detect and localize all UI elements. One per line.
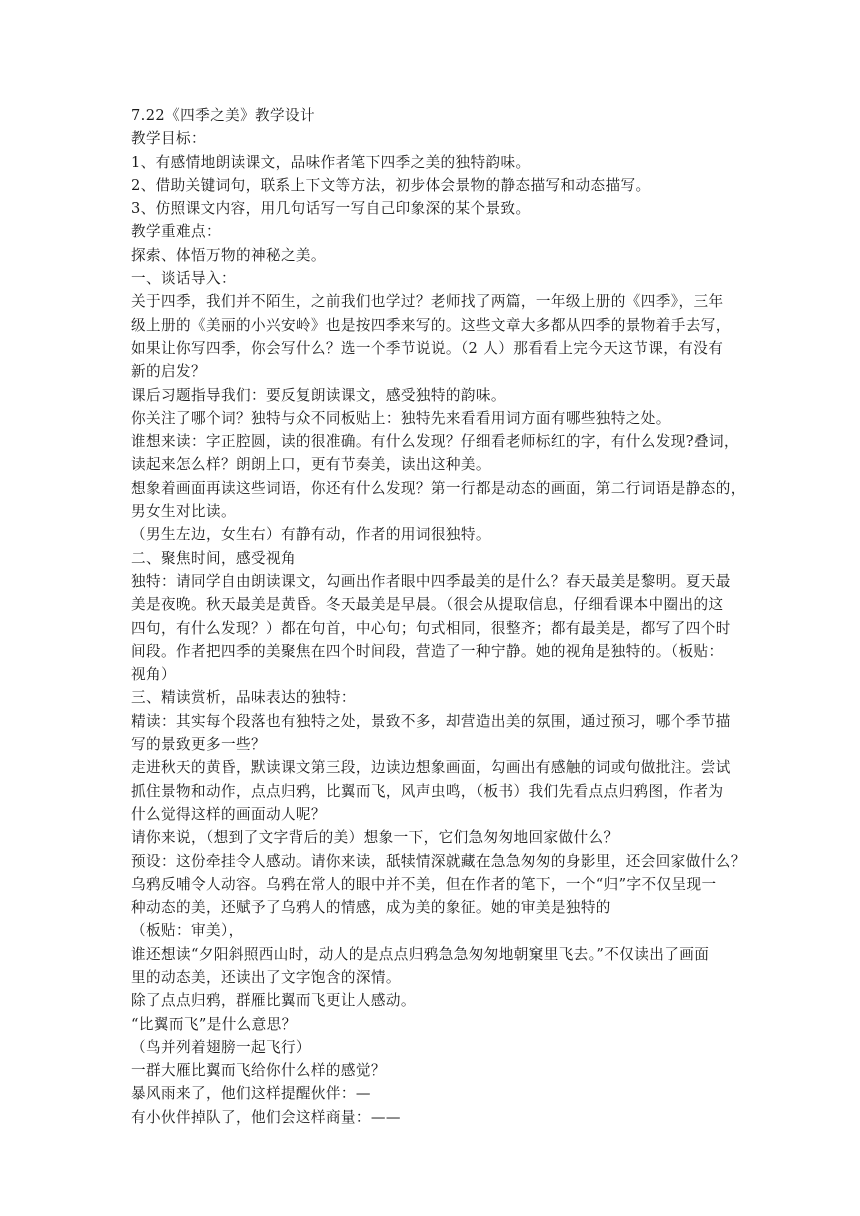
text-line: 暴风雨来了，他们这样提醒伙伴：—	[131, 1085, 371, 1103]
text-line: 美是夜晚。秋天最美是黄昏。冬天最美是早晨。（很会从提取信息，仔细看课本中圈出的这	[131, 596, 724, 614]
text-line: 新的启发？	[131, 363, 206, 381]
text-line: 想象着画面再读这些词语，你还有什么发现？第一行都是动态的画面，第二行词语是静态的，	[131, 479, 746, 497]
text-line: 3、仿照课文内容，用几句话写一写自己印象深的某个景致。	[131, 200, 531, 218]
text-line: 什么觉得这样的画面动人呢？	[131, 805, 326, 823]
text-line: 谁想来读：字正腔圆，读的很准确。有什么发现？仔细看老师标红的字，有什么发现?叠词，	[131, 433, 739, 451]
document-body	[131, 104, 746, 1129]
text-line: 除了点点归鸦，群雁比翼而飞更让人感动。	[131, 992, 416, 1010]
text-line: （男生左边，女生右）有静有动，作者的用词很独特。	[131, 526, 491, 544]
text-line: 四句，有什么发现？）都在句首，中心句；句式相同，很整齐；都有最美是，都写了四个时	[131, 619, 731, 637]
text-line: 探索、体悟万物的神秘之美。	[131, 246, 326, 264]
text-line: 视角）	[131, 666, 176, 684]
text-line: 乌鸦反哺令人动容。乌鸦在常人的眼中并不美，但在作者的笔下，一个“归”字不仅呈现一	[131, 875, 717, 893]
text-line: 你关注了哪个词？独特与众不同板贴上：独特先来看看用词方面有哪些独特之处。	[131, 409, 671, 427]
text-line: 里的动态美，还读出了文字饱含的深情。	[131, 968, 401, 986]
text-line: 请你来说，（想到了文字背后的美）想象一下，它们急匆匆地回家做什么？	[131, 829, 619, 847]
section-heading: 教学重难点：	[131, 223, 221, 241]
text-line: 种动态的美，还赋予了乌鸦人的情感，成为美的象征。她的审美是独特的	[131, 899, 611, 917]
text-line: 2、借助关键词句，联系上下文等方法，初步体会景物的静态描写和动态描写。	[131, 176, 651, 194]
text-line: 读起来怎么样？朗朗上口，更有节奏美，读出这种美。	[131, 456, 491, 474]
section-heading: 一、谈话导入：	[131, 270, 236, 288]
text-line: 1、有感情地朗读课文，品味作者笔下四季之美的独特韵味。	[131, 153, 531, 171]
text-line: 精读：其实每个段落也有独特之处，景致不多，却营造出美的氛围，通过预习，哪个季节描	[131, 712, 731, 730]
text-line: 抓住景物和动作，点点归鸦，比翼而飞，风声虫鸣，（板书）我们先看点点归鸦图，作者为	[131, 782, 724, 800]
text-line: 独特：请同学自由朗读课文，勾画出作者眼中四季最美的是什么？春天最美是黎明。夏天最	[131, 572, 731, 590]
text-line: （板贴：审美），	[131, 922, 244, 940]
text-line: （鸟并列着翅膀一起飞行）	[131, 1038, 311, 1056]
section-heading: 二、聚焦时间，感受视角	[131, 549, 296, 567]
text-line: 走进秋天的黄昏，默读课文第三段，边读边想象画面，勾画出有感触的词或句做批注。尝试	[131, 759, 731, 777]
text-line: 间段。作者把四季的美聚焦在四个时间段，营造了一种宁静。她的视角是独特的。（板贴：	[131, 642, 724, 660]
text-line: 关于四季，我们并不陌生，之前我们也学过？老师找了两篇，一年级上册的《四季》，三年	[131, 293, 724, 311]
text-line: “比翼而飞”是什么意思？	[131, 1015, 297, 1033]
section-heading: 三、精读赏析，品味表达的独特：	[131, 689, 356, 707]
text-line: 如果让你写四季，你会写什么？选一个季节说说。（2 人）那看看上完今天这节课，有没有	[131, 339, 724, 357]
section-heading: 教学目标：	[131, 130, 206, 148]
text-line: 一群大雁比翼而飞给你什么样的感觉？	[131, 1062, 386, 1080]
text-line: 写的景致更多一些？	[131, 736, 266, 754]
text-line: 有小伙伴掉队了，他们会这样商量：——	[131, 1108, 401, 1126]
text-line: 谁还想读“夕阳斜照西山时，动人的是点点归鸦急急匆匆地朝窠里飞去。”不仅读出了画面	[131, 945, 710, 963]
text-line: 男女生对比读。	[131, 503, 236, 521]
text-line: 预设：这份牵挂令人感动。请你来读，舐犊情深就藏在急急匆匆的身影里，还会回家做什么？	[131, 852, 746, 870]
text-line: 级上册的《美丽的小兴安岭》也是按四季来写的。这些文章大多都从四季的景物着手去写，	[131, 316, 731, 334]
document-title: 7.22《四季之美》教学设计	[131, 107, 316, 124]
text-line: 课后习题指导我们：要反复朗读课文，感受独特的韵味。	[131, 386, 506, 404]
